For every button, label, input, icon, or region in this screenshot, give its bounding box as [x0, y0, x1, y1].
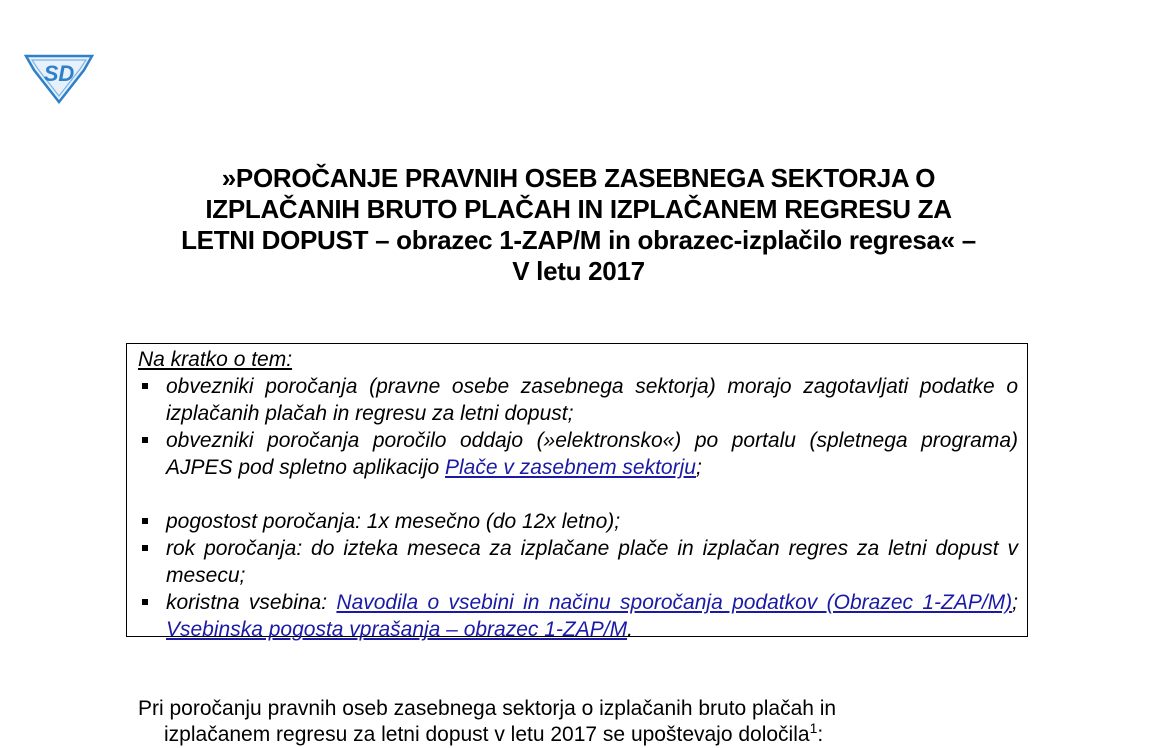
title-line-2: IZPLAČANIH BRUTO PLAČAH IN IZPLAČANEM REGRESU ZA: [205, 194, 952, 224]
paragraph-line-2: [138, 722, 1018, 748]
list-item: [138, 508, 1018, 535]
summary-list: [138, 373, 1018, 643]
footnote-marker[interactable]: 1: [809, 720, 818, 736]
list-item: [138, 427, 1018, 481]
link-place-v-zasebnem-sektorju[interactable]: Plače v zasebnem sektorju: [445, 456, 696, 479]
paragraph-line-2-text: izplačanem regresu za letni dopust v letu 2017 se upoštevajo določila: [164, 723, 810, 746]
link-navodila[interactable]: Navodila o vsebini in načinu sporočanja podatkov (Obrazec 1-ZAP/M): [336, 591, 1013, 614]
paragraph-line-1: Pri poročanju pravnih oseb zasebnega sektorja o izplačanih bruto plačah in: [138, 697, 837, 720]
title-line-3: LETNI DOPUST – obrazec 1-ZAP/M in obrazec-izplačilo regresa« –: [181, 225, 976, 255]
summary-item-submission: obvezniki poročanja poročilo oddajo (»elektronsko«) po portalu (spletnega programa) AJPES pod spletno aplikacijo: [166, 429, 1018, 479]
punctuation: ;: [1012, 591, 1018, 614]
link-pogosta-vprasanja[interactable]: Vsebinska pogosta vprašanja – obrazec 1-ZAP/M: [166, 618, 628, 641]
punctuation: :: [817, 723, 824, 746]
sd-logo-letters: SD: [43, 61, 75, 86]
intro-paragraph: [138, 696, 1018, 748]
title-line-4: V letu 2017: [512, 256, 645, 286]
summary-item-deadline: rok poročanja: do izteka meseca za izplačane plače in izplačan regres za letni dopust v mesecu;: [166, 537, 1018, 587]
sd-logo-icon: [22, 48, 96, 104]
summary-item-obligors: obvezniki poročanja (pravne osebe zasebnega sektorja) morajo zagotavljati podatke o izplačanih plačah in regresu za letni dopust;: [166, 375, 1018, 425]
summary-item-useful: koristna vsebina:: [166, 591, 337, 614]
summary-heading: Na kratko o tem:: [138, 348, 293, 371]
punctuation: .: [627, 618, 633, 641]
list-item: [138, 535, 1018, 589]
list-item: [138, 589, 1018, 643]
list-item: [138, 373, 1018, 427]
summary-box: [126, 343, 1028, 641]
punctuation: ;: [695, 456, 702, 479]
title-line-1: »POROČANJE PRAVNIH OSEB ZASEBNEGA SEKTORJA O: [221, 163, 936, 193]
summary-item-frequency: pogostost poročanja: 1x mesečno (do 12x letno);: [166, 510, 621, 533]
document-title: [120, 163, 1037, 287]
